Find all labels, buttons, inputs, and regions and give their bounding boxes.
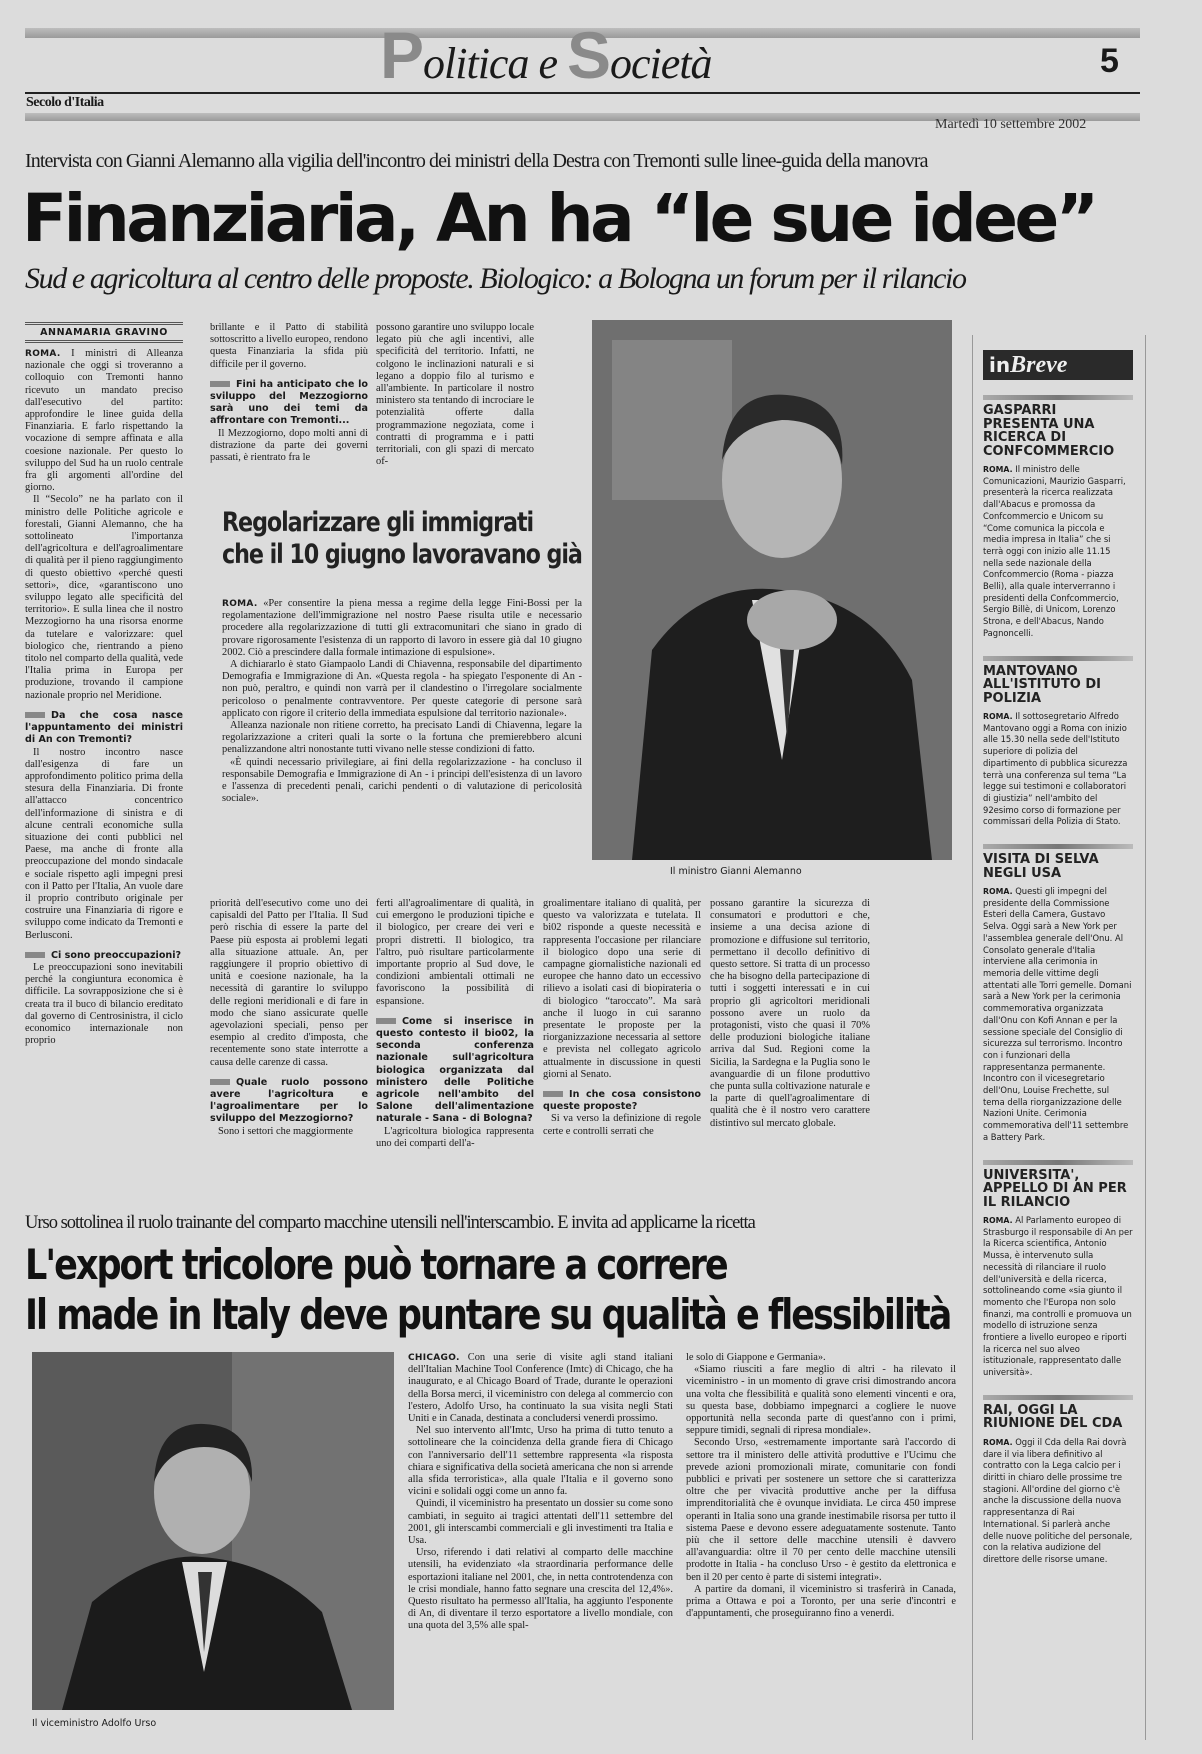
paragraph-text: Da che cosa nasce l'appuntamento dei ministri di An con Tremonti? [25,709,183,746]
brief-item [983,844,1133,1143]
brief-text [983,1215,1133,1379]
paragraph-text: «Siamo riusciti a fare meglio di altri - ha rilevato il viceministro - in un momento di grave crisi dimostrando ancora una volta che flessibilità e qualità sono elementi vincenti e ora, su questa base, dobbiamo impegnarci a cogliere le nuove opportunità nella seconda parte di quest'anno con i primi, seppure timidi, segnali di ripresa mondiale». [686,1364,956,1437]
immigration-body [222,598,582,858]
brief-item [983,395,1133,640]
brief-divider [983,1395,1133,1400]
in-breve-sidebar [972,335,1146,1740]
paragraph [222,720,582,757]
brief-divider [983,395,1133,400]
dateline: ROMA. [983,712,1013,722]
section-initial: P [380,18,424,92]
paragraph-text: In che cosa consistono queste proposte? [543,1089,701,1113]
brief-item [983,1160,1133,1379]
main-subtitle: Sud e agricoltura al centro delle proposte. Biologico: a Bologna un forum per il rilancio [25,262,966,295]
paragraph-text: «Per consentire la piena messa a regime della legge Fini-Bossi per la regolamentazione dell'immigrazione nel nostro Paese risulta utile e necessario procedere alla regolarizzazione di tutti gli extracomunitari che siano in grado di provare rigorosamente l'esistenza di un rapporto di lavoro in essere già dal 10 giugno 2002. Ciò a prescindere dalla formale intimazione di espulsione». [222,598,582,658]
paragraph-text: A dichiararlo è stato Giampaolo Landi di Chiavenna, responsabile del dipartimento Demografia e Immigrazione di An. «Questa regola - ha spiegato l'esponente di An - non può, peraltro, e quindi non varrà per il clandestino o l'irregolare socialmente pericoloso o penalmente contravventore. Per queste categorie di persone sarà applicato con rigore il criterio della immediata espulsione dal territorio nazionale». [222,659,582,719]
brief-text [983,464,1133,640]
paragraph [376,322,534,468]
header-rule [25,92,1140,94]
logo-word: Breve [1010,352,1068,378]
immigration-headline [222,507,582,571]
section-title [380,18,712,92]
brief-body: Il ministro delle Comunicazioni, Maurizio Gasparri, presenterà la ricerca realizzata dall'Abacus e promossa da Confcommercio e Unicom su “Come comunica la piccola e media impresa in Italia” che si terrà oggi con inizio alle 11.15 nella sede nazionale della Confcommercio (Roma - piazza Belli), alla quale interverranno i presidenti della Confcommercio, Sergio Billè, di Unicom, Lorenzo Strona, e dell'Abacus, Nando Pagnoncelli. [983,464,1126,638]
paragraph-text: Si va verso la definizione di regole certe e controlli serrati che [543,1113,701,1137]
paragraph [25,348,183,494]
brief-text [983,711,1133,828]
export-column-2 [686,1352,956,1747]
paragraph-text: Quindi, il viceministro ha presentato un dossier su come sono cambiati, in seguito ai tragici attentati dell'11 settembre del 2001, gli interscambi commerciali e gli investimenti tra Italia e Usa. [408,1498,673,1547]
paragraph-text: A partire da domani, il viceministro si trasferirà in Canada, prima a Ottawa e poi a Toronto, per una serie d'incontri e d'appuntamenti, che proseguiranno fino a venerdì. [686,1583,956,1620]
paragraph [25,747,183,942]
paragraph [686,1352,956,1364]
main-column-5 [376,898,534,1190]
portrait-illustration [32,1352,394,1710]
paragraph [210,428,368,465]
brief-list [983,395,1133,1566]
main-column-7 [710,898,870,1190]
interview-question [376,1016,534,1126]
brief-body: Oggi il Cda della Rai dovrà dare il via libera definitivo al contratto con la Lega calcio per i diritti in chiaro delle prossime tre stagioni. All'ordine del giorno c'è anche la discussione della nuova rappresentanza di Rai International. Si parlerà anche delle nuove politiche del personale, con la relativa audizione del direttore delle risorse umane. [983,1436,1133,1564]
main-column-4 [210,898,368,1190]
brief-title: VISITA DI SELVA NEGLI USA [983,852,1099,881]
brief-divider [983,1160,1133,1165]
interview-question [210,379,368,428]
interview-question [210,1077,368,1126]
paragraph-text: Il nostro incontro nasce dall'esigenza di fare un approfondimento politico prima della stesura della Finanziaria. Di fronte all'attacco concentrico dell'informazione di sinistra e di alcune centrali economiche sulla situazione dei conti pubblici nel Paese, ma anche di fronte alla preoccupazione del mondo sindacale e sociale rispetto agli impegni presi con il Patto per l'Italia, An vuole dare il proprio contributo originale per costruire una Finanziaria di rigore e sviluppo come indicato da Tremonti e Berlusconi. [25,746,183,941]
brief-body: Al Parlamento europeo di Strasburgo il responsabile di An per la Ricerca scientifica, Antonio Mussa, è intervenuto sulla necessità di rilanciare il ruolo dell'università e della ricerca, sottolineando come «sia giunto il momento che l'Europa non solo finanzi, ma controlli e promuova un modello di istruzione senza frontiere a livello europeo e riporti la ricerca nel suo alveo istituzionale, rappresentato dalle università». [983,1215,1133,1378]
paragraph [408,1352,673,1425]
photo-caption-urso: Il viceministro Adolfo Urso [32,1718,157,1729]
brief-text [983,886,1133,1143]
dateline: ROMA. [983,887,1013,897]
interview-question [25,710,183,747]
photo-caption-alemanno: Il ministro Gianni Alemanno [670,866,802,877]
paragraph [376,1126,534,1150]
issue-date: Martedì 10 settembre 2002 [935,117,1087,132]
section-initial: S [567,18,611,92]
paragraph-text: le solo di Giappone e Germania». [686,1352,826,1363]
paragraph [222,659,582,720]
paragraph-text: groalimentare italiano di qualità, per questo va valorizzata e tutelata. Il bi02 risponde a queste necessità e rappresenta l'occasione per rilanciare il biologico dopo una serie di campagne giornalistiche nazionali ed europee che hanno dato un eccessivo rilievo a isolati casi di biopirateria o di biologico “taroccato”. Ma sarà anche il luogo in cui saranno presentate le proposte per la riorganizzazione necessaria al settore e prevista nel collegato agricolo attualmente in discussione in questi giorni al Senato. [543,898,701,1080]
paragraph-text: L'agricoltura biologica rappresenta uno dei comparti dell'a- [376,1125,534,1149]
masthead: Secolo d'Italia [26,95,104,110]
in-breve-logo [983,350,1133,380]
paragraph [222,757,582,806]
paragraph [210,1126,368,1138]
brief-title: GASPARRI PRESENTA UNA RICERCA DI CONFCOMMERCIO [983,403,1115,459]
paragraph-text: Alleanza nazionale non ritiene corretto, ha precisato Landi di Chiavenna, legare la regolarizzazione a criteri quali la sorte o la fortuna che premierebbero alcuni penalizzandone altri nonostante tutti vivano nelle stesse condizioni di fatto. [222,720,582,756]
brief-title: RAI, OGGI LA RIUNIONE DEL CDA [983,1402,1123,1432]
logo-prefix: in [989,353,1011,377]
portrait-illustration [592,320,952,860]
paragraph-text: Sono i settori che maggiormente [218,1125,354,1137]
paragraph-text: ferti all'agroalimentare di qualità, in cui emergono le produzioni tipiche e il biologico, per creare dei veri e propri distretti. Il biologico, tra l'altro, può risultare particolarmente importante proprio al Sud dove, le condizioni ambientali ottimali ne favoriscono la possibilità di espansione. [376,898,534,1007]
export-headline-line-2: Il made in Italy deve puntare su qualità e flessibilità [25,1290,951,1339]
paragraph-text: Urso, riferendo i dati relativi al comparto delle macchine utensili, ha evidenziato «la straordinaria performance delle esportazioni italiane nel 2001, che, in netta controtendenza con le crisi mondiale, hanno fatto segnare una crescita del 12,4%». Questo risultato ha permesso all'Italia, ha aggiunto l'esponente di An, di diventare il terzo esportatore a livello mondiale, con una quota del 3,5% alle spal- [408,1547,673,1632]
paragraph [686,1584,956,1621]
export-column-1 [408,1352,673,1747]
immigration-headline-line-1: Regolarizzare gli immigrati [222,507,534,538]
paragraph [686,1437,956,1583]
dateline: ROMA. [983,1216,1013,1226]
paragraph [376,898,534,1008]
paragraph [210,898,368,1069]
paragraph-text: I ministri di Alleanza nazionale che oggi si troveranno a colloquio con Tremonti hanno ricevuto un mandato preciso dall'esecutivo del partito: approfondire le linee guida della Finanziaria. E farlo rispettando la vocazione di sempre affinata e alla coesione nazionale. Per questo lo sviluppo del Sud ha un ruolo centrale fra gli argomenti all'ordine del giorno. [25,348,183,494]
paragraph [210,322,368,371]
brief-body: Il sottosegretario Alfredo Mantovano oggi a Roma con inizio alle 15.30 nella sede dell'Istituto superiore di polizia del dipartimento di pubblica sicurezza terrà una conferenza sul tema “La legge sui testimoni e collaboratori di giustizia” nell'ambito del 92esimo corso di formazione per commissari della Polizia di Stato. [983,711,1128,827]
main-column-6 [543,898,701,1190]
brief-item [983,656,1133,829]
brief-divider [983,844,1133,849]
photo-alemanno [592,320,952,860]
paragraph-text: Quale ruolo possono avere l'agricoltura e l'agroalimentare per lo sviluppo del Mezzogiorno? [210,1076,368,1125]
export-headline [25,1240,950,1340]
interview-question [543,1089,701,1113]
paragraph-text: Come si inserisce in questo contesto il bio02, la seconda conferenza nazionale sull'agricoltura biologica organizzata dal ministero delle Politiche agricole nell'ambito del Salone dell'alimentazione naturale - Sana - di Bologna? [376,1015,534,1125]
paragraph-text: Ci sono preoccupazioni? [51,949,182,961]
paragraph-text: priorità dell'esecutivo come uno dei capisaldi del Patto per l'Italia. Il Sud però rischia di essere la parte del Paese più esposta ai problemi legati alla situazione attuale. An, per raggiungere il proprio obiettivo di unità e coesione nazionale, ha la necessità di garantire lo sviluppo delle regioni meridionali e di fare in modo che siano assicurate quelle agevolazioni speciali, penso per esempio al credito d'imposta, che recentemente sono state interrotte a causa delle carenze di cassa. [210,898,368,1068]
brief-item [983,1395,1133,1566]
paragraph [543,1113,701,1137]
paragraph [710,898,870,1130]
dateline: ROMA. [222,599,258,609]
main-column-2 [210,322,368,482]
brief-title: UNIVERSITA', APPELLO DI AN PER IL RILANCIO [983,1167,1127,1210]
paragraph [25,494,183,701]
dateline: ROMA. [983,465,1013,474]
paragraph [686,1364,956,1437]
paragraph-text: possono garantire uno sviluppo locale legato più che agli incentivi, alle specificità del territorio. Infatti, ne colgono le inclinazioni naturali e si legano a doppio filo al turismo e all'ambiente. In particolare il nostro ministero sta tentando di incrociare le potenzialità offerte dalla programmazione negoziata, come i contratti di programma e i patti territoriali, con gli spazi di mercato of- [376,322,534,468]
paragraph-text: «È quindi necessario privilegiare, ai fini della regolarizzazione - ha concluso il responsabile Demografia e Immigrazione di An - i principi dell'esistenza di un lavoro e l'assenza di precedenti penali, carichi pendenti o di valutazione di pericolosità sociale». [222,756,582,805]
brief-text [983,1437,1133,1566]
photo-urso [32,1352,394,1710]
paragraph [222,598,582,659]
dateline: ROMA. [25,349,61,359]
paragraph-text: Con una serie di visite agli stand italiani dell'Italian Machine Tool Conference (Imtc) di Chicago, che ha inaugurato, e al Chicago Board of Trade, durante le operazioni della Borsa merci, il viceministro con delega al commercio con l'estero, Adolfo Urso, ha continuato la sua visita negli Stati Uniti e in Canada, destinata a concludersi venerdì prossimo. [408,1352,673,1425]
dateline: CHICAGO. [408,1353,460,1363]
paragraph-text: Nel suo intervento all'Imtc, Urso ha prima di tutto tenuto a sottolineare che la coincidenza della grande fiera di Chicago con l'anniversario dell'11 settembre rappresenta «la risposta chiara e significativa della società americana che non si arrende alla sfida terroristica», alla quale l'Italia e il governo sono vicini e solidali oggi come un anno fa. [408,1425,673,1498]
paragraph [25,962,183,1047]
page-number: 5 [1100,42,1119,80]
byline: ANNAMARIA GRAVINO [25,322,183,343]
main-column-1 [25,348,183,1188]
paragraph-text: Fini ha anticipato che lo sviluppo del Mezzogiorno sarà uno dei temi da affrontare con Tremonti... [210,378,368,427]
paragraph [543,898,701,1081]
immigration-headline-line-2: che il 10 giugno lavoravano già [222,539,582,570]
paragraph [408,1498,673,1547]
paragraph-text: brillante e il Patto di stabilità sottoscritto a livello europeo, rendono questa Finanziaria la sfida più difficile per il governo. [210,322,368,370]
export-kicker: Urso sottolinea il ruolo trainante del comparto macchine utensili nell'interscambio. E invita ad applicarne la ricetta [25,1213,755,1233]
paragraph-text: Il “Secolo” ne ha parlato con il ministro delle Politiche agricole e forestali, Gianni Alemanno, che ha sottolineato l'importanza dell'agricoltura e dell'agroalimentare di qualità per il pieno raggiungimento di questo obiettivo «perché questi settori», dice, «garantiscono uno sviluppo legato alle specificità del territorio». E sulla linea che il nostro Mezzogiorno ha una risorsa enorme da tutelare e valorizzare: quel biologico che, rientrando a pieno titolo nel comparto della qualità, vede l'Italia prima in Europa per produzione, trovando il campione nazionale proprio nel Meridione. [25,494,183,701]
paragraph-text: Secondo Urso, «estremamente importante sarà l'accordo di settore tra il ministero delle attività produttive e l'Ucimu che prevede azioni promozionali mirate, comunitarie con fondi pubblici e privati per sostenere un settore che si caratterizza oltre che per vivacità produttive anche per la diffusa imprenditorialità che è ovunque invidiata. Le circa 450 imprese operanti in Italia sono una grande inestimabile risorsa per tutto il sistema Paese e devono essere adeguatamente sostenute. Tanto più che il settore delle macchine utensili è davvero all'avanguardia: oltre il 70 per cento delle macchine utensili prodotte in Italia - ha concluso Urso - è gestito da elettronica e ben il 20 per cento è parte di sistemi integrati». [686,1437,956,1583]
main-column-3 [376,322,534,482]
interview-question [25,950,183,962]
main-kicker: Intervista con Gianni Alemanno alla vigilia dell'incontro dei ministri della Destra con Tremonti sulle linee-guida della manovra [25,150,928,172]
export-headline-line-1: L'export tricolore può tornare a correre [25,1240,727,1289]
paragraph [408,1425,673,1498]
dateline: ROMA. [983,1437,1013,1447]
brief-body: Questi gli impegni del presidente della Commissione Esteri della Camera, Gustavo Selva. Oggi sarà a New York per l'assemblea generale dell'Onu. Al Consolato generale d'Italia interviene alla cerimonia in memoria delle vittime degli attentati alle Torri gemelle. Domani sarà a New York per la cerimonia commemorativa organizzata dall'Onu con Kofi Annan e per la sessione speciale del Consiglio di sicurezza sul terrorismo. Incontro con i funzionari della rappresentanza permanente. Incontro con il vicesegretario dell'Onu, Louise Frechette, sul tema della riorganizzazione delle Nazioni Unite. Cerimonia commemorativa dell'11 settembre a Battery Park. [983,886,1132,1142]
section-title-part: ocietà [610,39,712,88]
paragraph-text: Le preoccupazioni sono inevitabili perché la congiuntura economica è difficile. La sovrapposizione che si è creata tra il buco di bilancio ereditato dal governo di Centrosinistra, il ciclo economico internazionale non proprio [25,961,183,1047]
main-headline: Finanziaria, An ha “le sue idee” [22,180,1096,257]
brief-title: MANTOVANO ALL'ISTITUTO DI POLIZIA [983,663,1102,706]
paragraph-text: possano garantire la sicurezza di consumatori e produttori e che, insieme a una decisa azione di promozione e diffusione sul territorio, permettano il decollo definitivo di questo settore. Si tratta di un processo che ha bisogno della partecipazione di tutti i soggetti interessati e in cui proprio gli agricoltori meridionali possono avere un ruolo da protagonisti, visto che quasi il 70% delle produzioni biologiche italiane arriva dal Sud. Regioni come la Sicilia, la Sardegna e la Puglia sono le avanguardie di un filone produttivo che punta sulla coltivazione naturale e la parte di quell'agroalimentare di qualità che è il nostro vero carattere distintivo sul mercato globale. [710,898,870,1129]
paragraph [408,1547,673,1632]
section-title-part: olitica e [423,39,567,88]
paragraph-text: Il Mezzogiorno, dopo molti anni di distrazione da parte dei governi passati, è rientrato fra le [210,427,368,464]
brief-divider [983,656,1133,661]
